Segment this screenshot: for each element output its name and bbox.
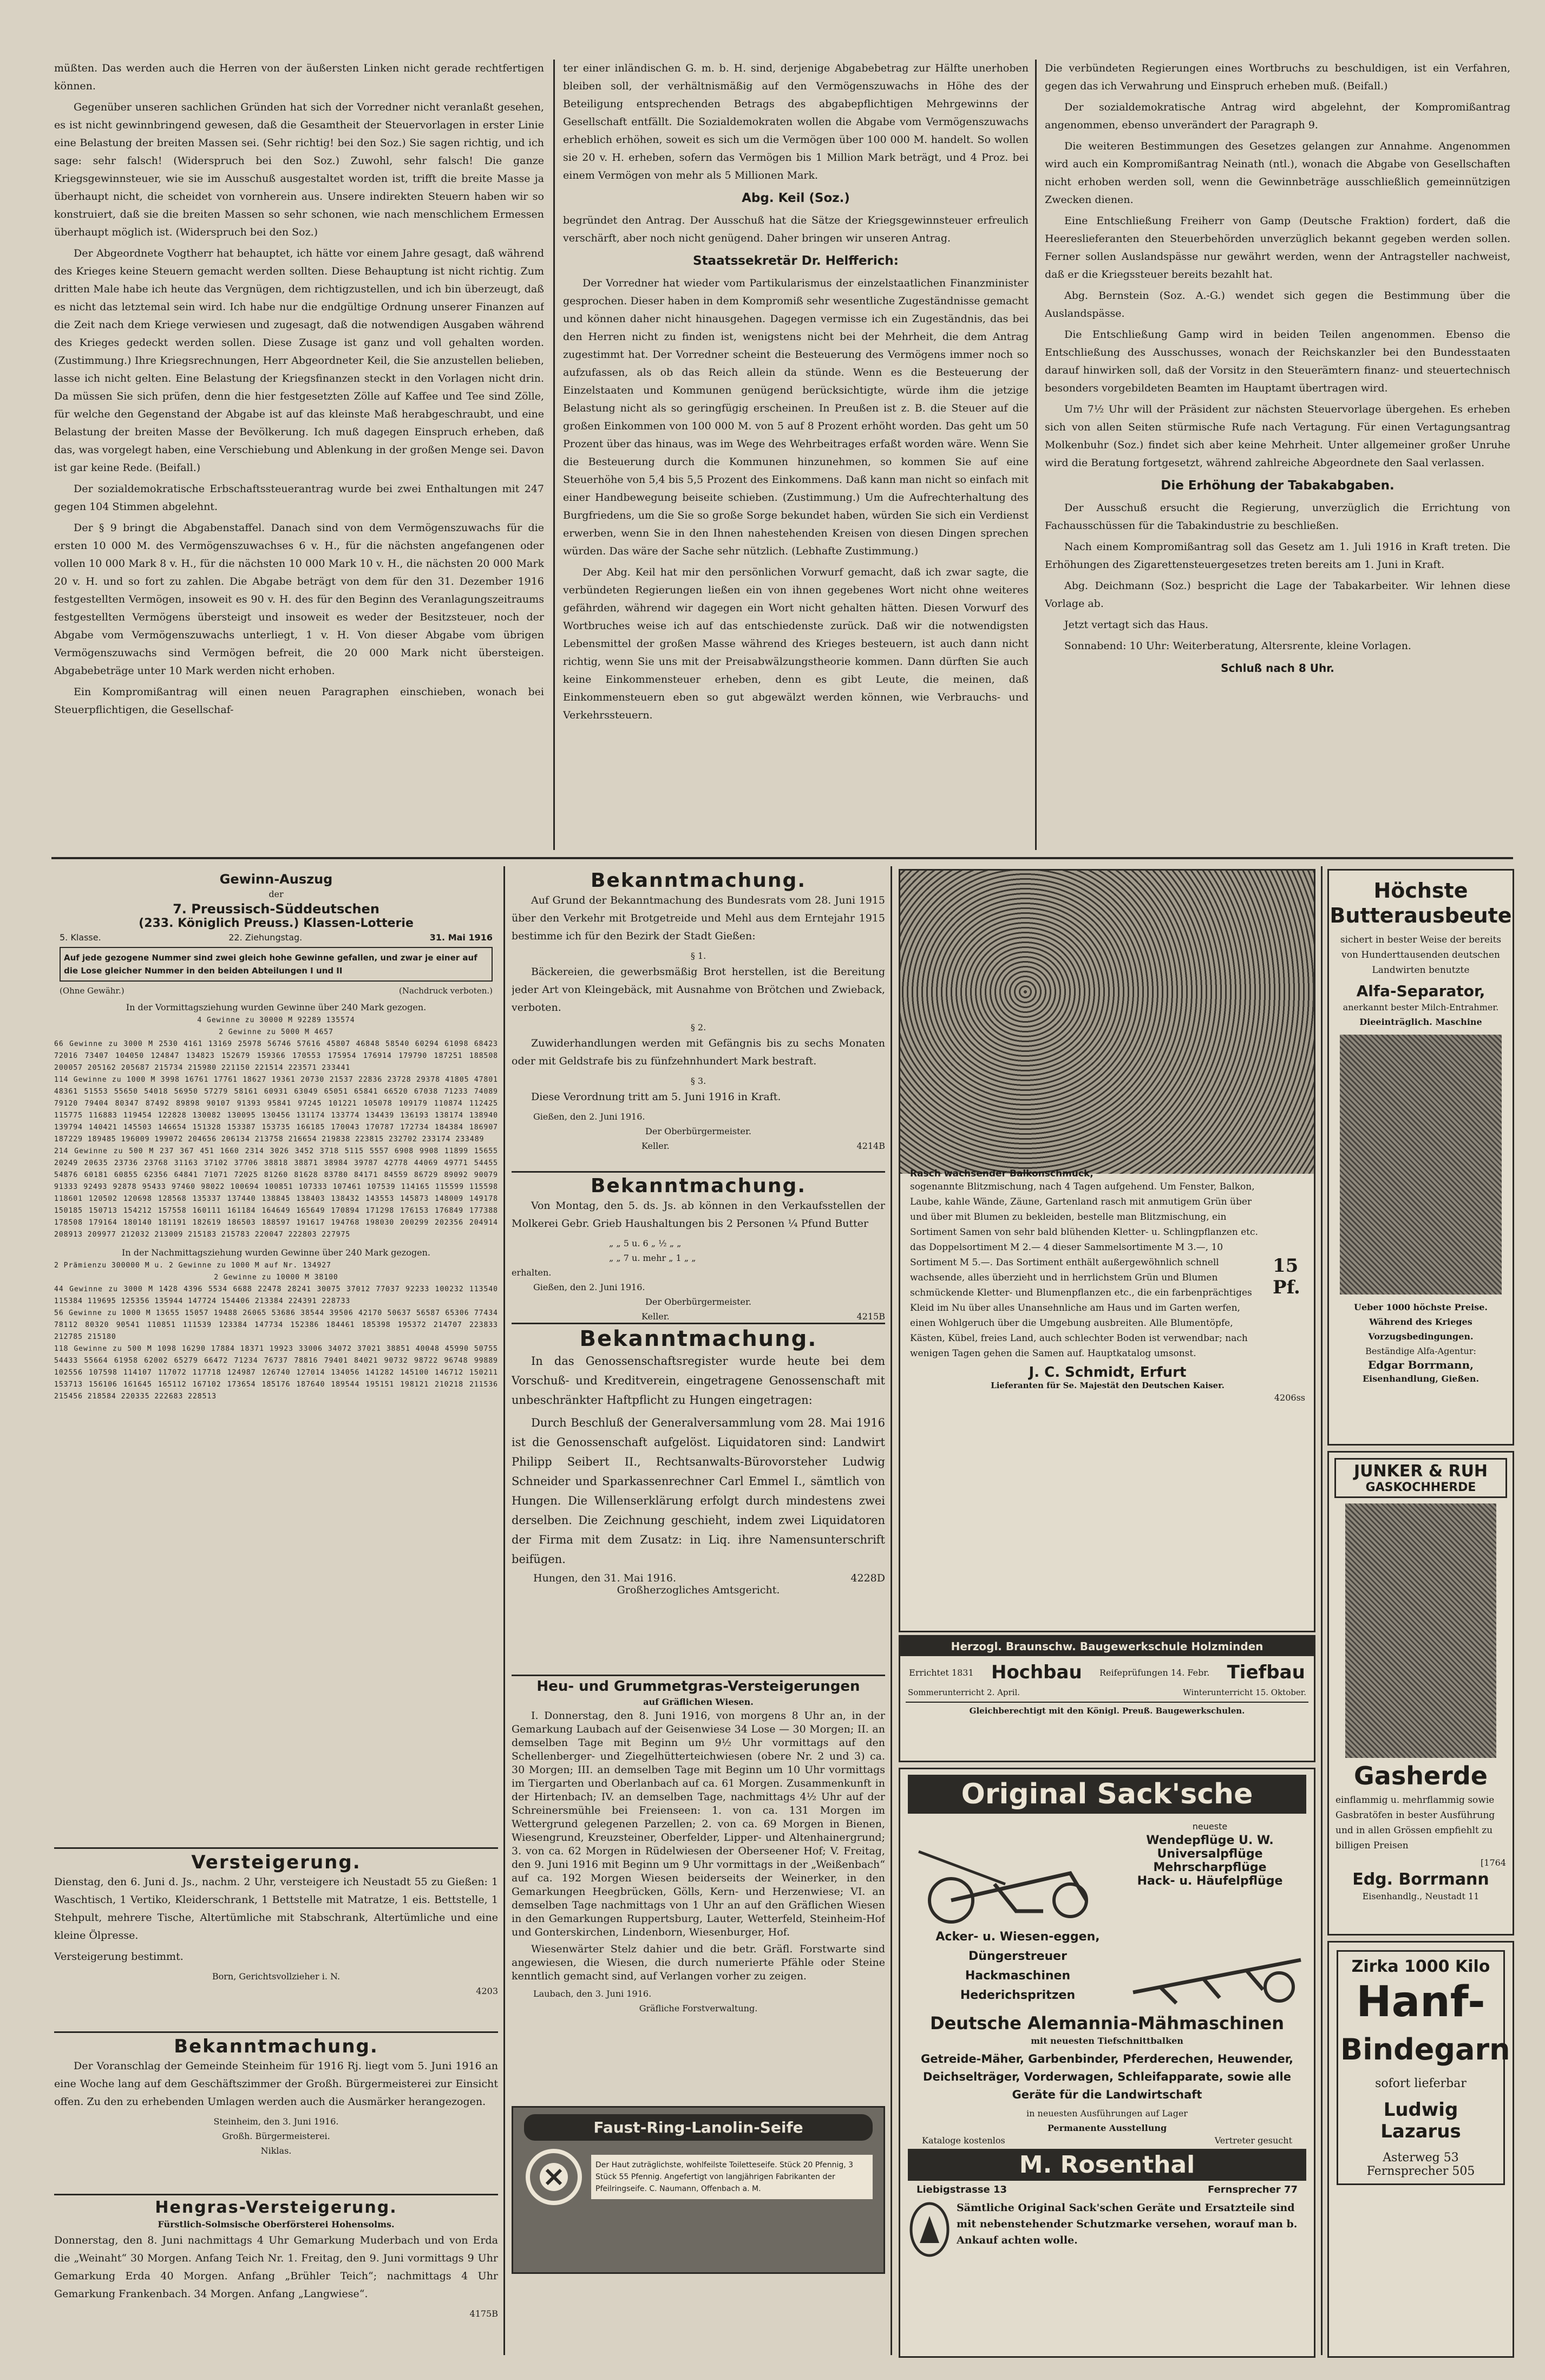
report-paragraph: Die verbündeten Regierungen eines Wortbruchs zu beschuldigen, ist ein Verfahren, gegen das ich Verwahrung und Einspruch erheben muß. (Beifall.): [1045, 62, 1510, 92]
column-divider: [553, 60, 555, 850]
faust-text: Der Haut zuträglichste, wohlfeilste Toiletteseife. Stück 20 Pfennig, 3 Stück 55 Pfennig. Angefertigt von langjährigen Fabrikanten der Pfeilringseife. C. Naumann, Offenbach a. M.: [591, 2155, 873, 2199]
sack-ad: [899, 1768, 1315, 2358]
sack-list: Getreide-Mäher, Garbenbinder, Pferderechen, Heuwender, Deichselträger, Vorderwagen, Schleifapparate, sowie alle Geräte für die Landwirtschaft: [921, 2052, 1293, 2101]
notice-line: erhalten.: [512, 1267, 552, 1278]
notice-place: Steinheim, den 3. Juni 1916.: [213, 2116, 339, 2127]
holzminden-hochbau: Hochbau: [991, 1662, 1082, 1683]
report-paragraph: Der Abgeordnete Vogtherr hat behauptet, ich hätte vor einem Jahre gesagt, daß während des Krieges keine Steuern gemacht werden sollten. Diese Behauptung ist nicht richtig. Zum dritten Male habe ich heute das Vergnügen, dem richtigzustellen, und ich bin überzeugt, daß es nicht das letztemal sein wird. Ich habe nur die endgültige Ordnung unserer Finanzen auf die Zeit nach dem Kriege verwiesen und zugesagt, daß die notwendigen Ausgaben während des Krieges gedeckt werden sollen. Diese Zusage ist ganz und voll gehalten worden. (Zustimmung.) Ihre Kriegsrechnungen, Herr Abgeordneter Keil, die Sie anzustellen belieben, lasse ich nicht gelten. Eine Belastung der Kriegsfinanzen steckt in den Vorlagen nicht drin. Da müssen Sie sich prüfen, denn die hier festgesetzten Zölle auf Kaffee und Tee sind Zölle, für welche den Gegenstand der Abgabe ist auf das kleinste Maß herabgeschraubt, und eine Belastung der breiten Masse der Bevölkerung. Ich muß dagegen Einspruch erheben, daß das, was vorgelegt haben, eine Verschiebung und Ablenkung in der großen Menge sei. Davon ist gar keine Rede. (Beifall.): [54, 247, 544, 474]
hanf-addr: Asterweg 53: [1383, 2151, 1459, 2165]
notice-divider: [54, 1847, 498, 1849]
butter-name: Alfa-Separator,: [1356, 982, 1485, 1000]
lottery-day: 22. Ziehungstag.: [228, 932, 303, 943]
notice-signature: Gräfliche Forstverwaltung.: [639, 2003, 758, 2013]
lottery-class: 5. Klasse.: [60, 932, 101, 943]
notice-body: Donnerstag, den 8. Juni nachmittags 4 Uhr Gemarkung Muderbach und von Erda die „Weinaht“ 30 Morgen. Anfang Teich Nr. 1. Freitag, den 9. Juni vormittags 9 Uhr Gemarkung Erda 40 Morgen. Anfang „Brühler Teich“; nachmittags 4 Uhr Gemarkung Frankenbach. 34 Morgen. Anfang „Langwiese“.: [54, 2234, 498, 2300]
report-paragraph: Der Abg. Keil hat mir den persönlichen Vorwurf gemacht, daß ich zwar sagte, die verbündeten Regierungen ließen ein von ihnen gegebenes Wort nicht ohne weiteres gefährden, während wir dagegen ein Wort nicht gehalten hätten. Diesen Vorwurf des Wortbruches weise ich auf das entschiedenste zurück. Daß wir die notwendigsten Lebensmittel der großen Masse während des Krieges besteuern, ist auch dann nicht richtig, wenn Sie uns mit der Preisabwälzungstheorie kommen. Dann dürften Sie auch keine Einkommensteuer erheben, denn es gibt Leute, die meinen, daß Einkommensteuern eben so gut abgewälzt werden können, wie Verbrauchs- und Verkehrssteuern.: [563, 566, 1029, 721]
holzminden-title: Herzogl. Braunschw. Baugewerkschule Holzminden: [900, 1637, 1314, 1656]
notice-number: 4175B: [469, 2309, 498, 2319]
sack-alemannia: Deutsche Alemannia-Mähmaschinen: [930, 2013, 1284, 2034]
notice-body: Dienstag, den 6. Juni d. Js., nachm. 2 Uhr, versteigere ich Neustadt 55 zu Gießen: 1 Waschtisch, 1 Vertiko, Kleiderschrank, 1 Bettstelle mit Matratze, 1 eis. Bettstelle, 1 Stehpult, mehrere Tische, Altertümliche mit Stabschrank, Altertümliche und eine kleine Ölpresse.: [54, 1876, 498, 1941]
notice-body: In das Genossenschaftsregister wurde heute bei dem Vorschuß- und Kreditverein, eingetragene Genossenschaft mit unbeschränkter Haftpflicht zu Hungen eingetragen:: [512, 1355, 885, 1407]
seeds-ad: [899, 869, 1315, 1632]
notice-title: Bekanntmachung.: [174, 2036, 378, 2057]
sack-firm: M. Rosenthal: [908, 2149, 1306, 2181]
harrow-illustration-icon: [1128, 1927, 1306, 2009]
report-column-1: [54, 60, 544, 853]
versteigerung-notice: [54, 1852, 498, 2030]
lottery-nachmittag: In der Nachmittagsziehung wurden Gewinne über 240 Mark gezogen.: [122, 1247, 430, 1258]
closing-line: Schluß nach 8 Uhr.: [1221, 662, 1334, 675]
notice-line: „ „ 5 u. 6 „ ½ „ „: [609, 1238, 682, 1248]
sack-neueste: neueste: [1192, 1821, 1228, 1832]
notice-body: Wiesenwärter Stelz dahier und die betr. Gräfl. Forstwarte sind angewiesen, die Wiesen, die durch numerierte Pfähle oder Steine kenntlich gemacht sind, auf Verlangen vorher zu zeigen.: [512, 1943, 885, 1982]
notice-signature: Born, Gerichtsvollzieher i. N.: [212, 1971, 341, 1982]
sack-tel: Fernsprecher 77: [1207, 2184, 1298, 2195]
notice-number: 4228D: [850, 1572, 885, 1584]
notice-signature: Großherzogliches Amtsgericht.: [617, 1584, 780, 1596]
notice-body: Diese Verordnung tritt am 5. Juni 1916 in Kraft.: [531, 1091, 781, 1103]
section-divider: [51, 857, 1513, 859]
notice-paragraph-number: § 1.: [690, 951, 706, 961]
notice-paragraph-number: § 3.: [690, 1076, 706, 1086]
notice-number: 4215B: [856, 1311, 885, 1321]
sack-title: Original Sack'sche: [908, 1775, 1306, 1814]
report-paragraph: Sonnabend: 10 Uhr: Weiterberatung, Altersrente, kleine Vorlagen.: [1064, 640, 1411, 652]
report-paragraph: Um 7½ Uhr will der Präsident zur nächsten Steuervorlage übergehen. Es erheben sich von allen Seiten stürmische Rufe nach Vertagung. Für einen Vertagungsantrag Molkenbuhr (Soz.) findet sich aber keine Mehrheit. Unter allgemeiner großer Unruhe wird die Beratung fortgesetzt, während zahlreiche Abgeordnete den Saal verlassen.: [1045, 403, 1510, 469]
bek-butter-notice: [512, 1175, 885, 1321]
junker-firm: Edg. Borrmann: [1352, 1870, 1489, 1889]
lottery-result: 214 Gewinne zu 500 M 237 367 451 1660 2314 3026 3452 3718 5115 5557 6908 9908 11899 15655 20249 20635 23736 23768 31163 37102 37706 38818 38871 38984 39787 42778 44069 49771 54455 54876 60181 60855 62356 64841 71071 72025 81260 81628 83780 84171 84559 86729 89092 90079 91333 92493 92878 95433 97460 98022 100694 100851 107333 107461 107539 114165 115599 115598 118601 120502 120698 128568 135337 137440 138845 138403 138432 143553 145873 148009 149178 150185 150713 154212 157558 160111 161184 164649 165649 170894 171298 176153 176849 177388 178508 179164 180140 181191 182619 186503 188597 191617 194768 198030 200299 202356 204914 208913 209977 212032 213009 215183 215783 220047 222803 227975: [54, 1147, 498, 1239]
notice-name: Niklas.: [260, 2146, 292, 2156]
hanf-binde: Bindegarn: [1340, 2032, 1510, 2067]
lottery-result: 2 Prämienzu 300000 M u. 2 Gewinne zu 1000 M auf Nr. 134927: [54, 1261, 331, 1270]
lottery-line2: (233. Königlich Preuss.) Klassen-Lotterie: [139, 917, 414, 930]
report-paragraph: Abg. Deichmann (Soz.) bespricht die Lage der Tabakarbeiter. Wir lehnen diese Vorlage ab.: [1045, 580, 1510, 610]
notice-body: Auf Grund der Bekanntmachung des Bundesrats vom 28. Juni 1915 über den Verkehr mit Brotgetreide und Mehl aus dem Erntejahr 1915 bestimme ich für den Bezirk der Stadt Gießen:: [512, 894, 885, 942]
notice-body: Durch Beschluß der Generalversammlung vom 28. Mai 1916 ist die Genossenschaft aufgelöst. Liquidatoren sind: Landwirt Philipp Seibert II., Rechtsanwalts-Bürovorsteher Ludwig Schneider und Sparkassenrechner Carl Emmel I., sämtlich von Hungen. Die Willenserklärung erfolgt durch mindestens zwei derselben. Die Zeichnung geschieht, indem zwei Liquidatoren der Firma mit dem Zusatz: in Liq. ihre Namensunterschrift beifügen.: [512, 1416, 885, 1566]
notice-body: Von Montag, den 5. ds. Js. ab können in den Verkaufsstellen der Molkerei Gebr. Grieb Haushaltungen bis 2 Personen ¼ Pfund Butter: [512, 1200, 885, 1230]
report-paragraph: Die weiteren Bestimmungen des Gesetzes gelangen zur Annahme. Angenommen wird auch ein Kompromißantrag Neinath (ntl.), wonach die Abgabe von Gesellschaften nicht erhoben werden soll, wenn die Gewinnbeträge ausschließlich gemeinnützigen Zwecken dienen.: [1045, 140, 1510, 206]
notice-name: Keller.: [641, 1311, 670, 1321]
section-heading: Die Erhöhung der Tabakabgaben.: [1161, 479, 1395, 493]
junker-gas: Gasherde: [1354, 1761, 1488, 1790]
seeds-number: 4206ss: [1274, 1392, 1305, 1403]
lottery-date: 31. Mai 1916: [429, 932, 493, 943]
junker-title: JUNKER & RUH: [1353, 1462, 1488, 1481]
report-paragraph: Ein Kompromißantrag will einen neuen Paragraphen einschieben, wonach bei Steuerpflichtigen, die Gesellschaf-: [54, 686, 544, 716]
report-column-2: [563, 60, 1029, 853]
gas-stove-cook-illustration-icon: [1345, 1503, 1496, 1758]
separator-illustration-icon: [1340, 1035, 1502, 1294]
trademark-emblem-icon: [908, 2200, 951, 2259]
notice-footer: [512, 1139, 885, 1153]
butter-ad: [1327, 869, 1514, 1446]
report-column-3: [1045, 60, 1510, 853]
report-paragraph: Eine Entschließung Freiherr von Gamp (Deutsche Fraktion) fordert, daß die Heereslieferanten den Steuerbehörden unverzüglich bekannt gegeben werden sollen. Ferner sollen Auslandspässe nur gewährt werden, wenn der Antragsteller nachweist, daß er die Kriegssteuer bereits bezahlt hat.: [1045, 215, 1510, 280]
notice-title: Hengras-Versteigerung.: [155, 2198, 397, 2217]
notice-line: „ „ 7 u. mehr „ 1 „ „: [609, 1253, 696, 1263]
hanf-firm: Ludwig Lazarus: [1380, 2099, 1461, 2142]
lottery-title: Gewinn-Auszug: [219, 872, 333, 887]
junker-addr: Eisenhandlg., Neustadt 11: [1362, 1891, 1479, 1901]
notice-body: Bäckereien, die gewerbsmäßig Brot herstellen, ist die Bereitung jeder Art von Kleingebäck, mit Ausnahme von Brötchen und Zwieback, verboten.: [512, 966, 885, 1014]
report-paragraph: Der Ausschuß ersucht die Regierung, unverzüglich die Errichtung von Fachausschüssen für die Tabakindustrie zu beschließen.: [1045, 502, 1510, 532]
hengras-notice: [54, 2198, 498, 2355]
heu-notice: [512, 1678, 885, 2101]
notice-title: Heu- und Grummetgras-Versteigerungen: [536, 1678, 860, 1695]
notice-signature: Großh. Bürgermeisterei.: [222, 2131, 330, 2141]
speaker-heading: Staatssekretär Dr. Helfferich:: [693, 254, 899, 268]
hanf-sofort: sofort lieferbar: [1375, 2077, 1467, 2090]
sack-line: Hack- u. Häufelpflüge: [1137, 1874, 1283, 1888]
notice-title: Bekanntmachung.: [590, 869, 807, 892]
junker-number: [1764: [1481, 1858, 1506, 1868]
lottery-notice: Auf jede gezogene Nummer sind zwei gleich hohe Gewinne gefallen, und zwar je einer auf die Lose gleicher Nummer in den beiden Abteilungen I und II: [60, 947, 493, 982]
notice-subtitle: Fürstlich-Solmsische Oberförsterei Hohensolms.: [158, 2219, 395, 2229]
butter-agent: Beständige Alfa-Agentur:: [1365, 1346, 1476, 1356]
report-paragraph: begründet den Antrag. Der Ausschuß hat die Sätze der Kriegsgewinnsteuer erfreulich verschärft, aber noch nicht genügend. Daher bringen wir unseren Antrag.: [563, 214, 1029, 244]
notice-body: Der Voranschlag der Gemeinde Steinheim für 1916 Rj. liegt vom 5. Juni 1916 an eine Woche lang auf dem Geschäftszimmer der Großh. Bürgermeisterei zur Einsicht offen. Zu den zu erhebenden Umlagen werden auch die Ausmärker herangezogen.: [54, 2060, 498, 2108]
notice-paragraph-number: § 2.: [690, 1022, 706, 1032]
hanf-tel: Fernsprecher 505: [1366, 2165, 1475, 2178]
bek-genossenschaft-notice: [512, 1326, 885, 1673]
notice-divider: [512, 1323, 885, 1324]
notice-title: Bekanntmachung.: [579, 1326, 817, 1351]
report-paragraph: müßten. Das werden auch die Herren von der äußersten Linken nicht gerade rechtfertigen können.: [54, 62, 544, 92]
lottery-result: 44 Gewinne zu 3000 M 1428 4396 5534 6688 22478 28241 30075 37012 77037 92233 100232 113540 115384 119695 125356 135944 147724 154406 213384 224391 228733: [54, 1285, 498, 1305]
report-paragraph: Der sozialdemokratische Antrag wird abgelehnt, der Kompromißantrag angenommen, ebenso unverändert der Paragraph 9.: [1045, 101, 1510, 131]
notice-number: 4203: [476, 1986, 498, 1996]
sack-addr: Liebigstrasse 13: [916, 2184, 1007, 2195]
notice-body: Versteigerung bestimmt.: [54, 1951, 184, 1963]
column-divider: [1035, 60, 1037, 850]
holzminden-ad: [899, 1635, 1315, 1762]
sack-line: Universalpflüge: [1157, 1847, 1263, 1861]
hanf-ad: [1327, 1941, 1514, 2358]
notice-divider: [54, 2031, 498, 2033]
holzminden-tiefbau: Tiefbau: [1227, 1662, 1305, 1683]
seeds-price: 15 Pf.: [1273, 1255, 1300, 1298]
sack-hed: Hederichspritzen: [960, 1989, 1076, 2002]
lottery-result: 4 Gewinne zu 30000 M 92289 135574: [197, 1016, 355, 1024]
junker-text: einflammig u. mehrflammig sowie Gasbratöfen in bester Ausführung und in allen Grössen empfiehlt zu billigen Preisen: [1335, 1795, 1495, 1851]
plough-illustration-icon: [908, 1819, 1114, 1927]
sack-perm: Permanente Ausstellung: [1047, 2123, 1167, 2133]
lottery-result: 56 Gewinne zu 1000 M 13655 15057 19488 26065 53686 38544 39506 42170 50637 56587 65306 77434 78112 80320 90541 110851 111539 123384 147734 152386 184461 185398 195372 214707 223833 212785 215180: [54, 1309, 498, 1341]
report-paragraph: Der sozialdemokratische Erbschaftssteuerantrag wurde bei zwei Enthaltungen mit 247 gegen 104 Stimmen abgelehnt.: [54, 483, 544, 513]
holzminden-founded: Errichtet 1831: [909, 1667, 974, 1678]
notice-body: Zuwiderhandlungen werden mit Gefängnis bis zu sechs Monaten oder mit Geldstrafe bis zu fünfzehnhundert Mark bestraft.: [512, 1037, 885, 1067]
report-paragraph: Der Vorredner hat wieder vom Partikularismus der einzelstaatlichen Finanzminister gesprochen. Dieser haben in dem Kompromiß sehr wesentliche Zugeständnisse gemacht und können daher nicht hinausgehen. Dagegen vermisse ich ein Zugeständnis, das bei den Herren nicht zu finden ist, wenigstens nicht bei der Mehrheit, die dem Antrag zugestimmt hat. Der Vorredner scheint die Besteuerung des Vermögens immer noch so aufzufassen, als ob das Reich allein da stünde. Wenn es die Besteuerung der Einzelstaaten und Kommunen genügend berücksichtigte, würde ihm die jetzige Belastung nicht als so geringfügig erscheinen. In Preußen ist z. B. die Steuer auf die großen Einkommen von 100 000 M. von 5 auf 8 Prozent erhöht worden. Das geht um 50 Prozent über das hinaus, was im Wege des Wehrbeitrages erfaßt worden wäre. Wenn Sie die Besteuerung durch die Kommunen hinzunehmen, so kommen Sie auf eine Steuerhöhe von 5,4 bis 5,5 Prozent des Einkommens. Daß kann man nicht so einfach mit einer Handbewegung beiseite schieben. (Zustimmung.) Um die Aufrechterhaltung des Burgfriedens, um die Sie so große Sorge bekundet haben, würden Sie sich ein Verdienst erwerben, wenn Sie in den Ihnen nahestehenden Kreisen von diesen Dingen sprechen würden. Das wäre der Sache sehr nützlich. (Lebhafte Zustimmung.): [563, 277, 1029, 557]
notice-place: Laubach, den 3. Juni 1916.: [533, 1989, 652, 1999]
sack-vert: Vertreter gesucht: [1214, 2135, 1292, 2146]
sack-aus: in neuesten Ausführungen auf Lager: [1026, 2108, 1188, 2119]
sack-kat: Kataloge kostenlos: [922, 2135, 1005, 2146]
notice-title: Versteigerung.: [191, 1852, 361, 1873]
seeds-headline: Rasch wachsender Balkonschmuck,: [910, 1168, 1094, 1179]
holzminden-sommer: Sommerunterricht 2. April.: [908, 1688, 1020, 1697]
faust-title: Faust-Ring-Lanolin-Seife: [524, 2114, 873, 2141]
flower-illustration-icon: [900, 871, 1315, 1174]
lottery-vormittag: In der Vormittagsziehung wurden Gewinne über 240 Mark gezogen.: [126, 1002, 427, 1012]
seeds-sub: Lieferanten für Se. Majestät den Deutschen Kaiser.: [991, 1381, 1225, 1390]
notice-title: Bekanntmachung.: [590, 1175, 807, 1197]
notice-footer: [512, 1572, 885, 1584]
holzminden-reife: Reifeprüfungen 14. Febr.: [1099, 1667, 1210, 1678]
hanf-zirka: Zirka 1000 Kilo: [1351, 1957, 1490, 1976]
report-paragraph: Jetzt vertagt sich das Haus.: [1064, 619, 1208, 631]
lottery-ohne: (Ohne Gewähr.): [60, 986, 125, 996]
report-paragraph: Der § 9 bringt die Abgabenstaffel. Danach sind von dem Vermögenszuwachs für die ersten 10 000 M. des Vermögenszuwachses 6 v. H., für die nächsten angefangenen oder vollen 10 000 Mark 8 v. H., für die nächsten 10 000 Mark 10 v. H., die nächsten 20 000 Mark 20 v. H. und so fort zu zahlen. Die Abgabe beträgt von dem für den 31. Dezember 1916 festgestellten Vermögen, insoweit es 90 v. H. des für den Beginn des Veranlagungszeitraums festgestellten Vermögens übersteigt und insoweit es weder der Besitzsteuer, noch der Abgabe vom Vermögenszuwachs unterliegt, 1 v. H. Von dieser Abgabe vom übrigen Vermögenszuwachs sind Vermögen befreit, die 20 000 Mark nicht übersteigen. Abgabebeträge unter 10 Mark werden nicht erhoben.: [54, 522, 544, 677]
notice-name: Keller.: [641, 1141, 670, 1151]
steinheim-notice: [54, 2036, 498, 2193]
lottery-line1: 7. Preussisch-Süddeutschen: [173, 901, 379, 917]
faust-ad: [512, 2106, 885, 2274]
junker-ad: [1327, 1451, 1514, 1936]
report-paragraph: Abg. Bernstein (Soz. A.-G.) wendet sich gegen die Bestimmung über die Auslandspässe.: [1045, 290, 1510, 319]
butter-title: Höchste Butterausbeute: [1330, 879, 1512, 927]
butter-sub: anerkannt bester Milch-Entrahmer.: [1343, 1002, 1499, 1012]
holzminden-winter: Winterunterricht 15. Oktober.: [1183, 1688, 1306, 1697]
speaker-heading: Abg. Keil (Soz.): [742, 191, 850, 205]
notice-place: Hungen, den 31. Mai 1916.: [533, 1572, 676, 1584]
sack-tief: mit neuesten Tiefschnittbalken: [1031, 2036, 1183, 2046]
butter-text: sichert in bester Weise der bereits von Hunderttausenden deutschen Landwirten benutzte: [1340, 934, 1502, 976]
notice-divider: [512, 1675, 885, 1676]
report-paragraph: Die Entschließung Gamp wird in beiden Teilen angenommen. Ebenso die Entschließung des Ausschusses, wonach der Reichskanzler bei den Bundesstaaten darauf hinwirken soll, daß der Vorsitz in den Steuerämtern finanz- und steuertechnisch besonders vorgebildeten Beamten im Hauptamt übertragen wird.: [1045, 329, 1510, 394]
sack-dung: Düngerstreuer: [968, 1950, 1067, 1963]
butter-foot: Ueber 1000 höchste Preise. Während des Krieges Vorzugsbedingungen.: [1354, 1302, 1488, 1342]
notice-place: Gießen, den 2. Juni 1916.: [533, 1111, 645, 1122]
lottery-meta: [60, 932, 493, 943]
notice-number: 4214B: [856, 1141, 885, 1151]
notice-signature: Der Oberbürgermeister.: [645, 1297, 751, 1307]
seeds-firm: J. C. Schmidt, Erfurt: [1029, 1364, 1187, 1381]
notice-signature: Der Oberbürgermeister.: [645, 1126, 751, 1136]
notice-footer: [512, 1309, 885, 1321]
lottery-der: der: [269, 889, 284, 899]
notice-divider: [512, 1171, 885, 1173]
junker-sub: GASKOCHHERDE: [1365, 1481, 1476, 1494]
lottery-result: 114 Gewinne zu 1000 M 3998 16761 17761 18627 19361 20730 21537 22836 23728 29378 41805 47801 48361 51553 55650 54018 56950 57279 58161 60931 63049 65051 65841 66520 67038 71233 74089 79120 79404 80347 87492 89898 90107 91393 95841 97245 101221 105078 109179 110874 112425 115775 116883 119454 122828 130082 130095 130456 131174 133774 134439 136193 138174 138940 139794 140421 145503 146654 151328 153387 153735 166185 170043 170787 172734 184384 186907 187229 189485 196009 199072 204656 206134 213758 216654 219838 223815 232702 233174 233489: [54, 1076, 498, 1143]
hanf-word: Hanf-: [1356, 1978, 1485, 2026]
notice-subtitle: auf Gräflichen Wiesen.: [643, 1697, 754, 1707]
bek-brot-notice: [512, 866, 885, 1169]
butter-daily: Dieeinträglich. Maschine: [1359, 1017, 1482, 1027]
lottery-result: 2 Gewinne zu 5000 M 4657: [219, 1028, 333, 1036]
lottery-disclaimers: [60, 986, 493, 996]
column-divider: [891, 866, 892, 2355]
sack-line: Wendepflüge U. W.: [1146, 1834, 1274, 1847]
sack-eggen: Acker- u. Wiesen-eggen,: [935, 1930, 1100, 1944]
report-paragraph: Gegenüber unseren sachlichen Gründen hat sich der Vorredner nicht veranlaßt gesehen, es ist nicht gewinnbringend gewesen, daß die Gesamtheit der Steuervorlagen in erster Linie eine Belastung der breiten Massen sei. (Sehr richtig! bei den Soz.) Sie sagen richtig, und ich sage: sehr falsch! (Widerspruch bei den Soz.) Zuwohl, sehr falsch! Die ganze Kriegsgewinnsteuer, wie sie im Ausschuß ausgestaltet worden ist, trifft die breite Masse ja überhaupt nicht, die scheidet von vornherein aus. Unsere indirekten Steuern haben wir so konstruiert, daß sie die breiten Massen so sehr schonen, wie nach menschlichem Ermessen überhaupt möglich ist. (Widerspruch bei den Soz.): [54, 101, 544, 238]
lottery-result: 118 Gewinne zu 500 M 1098 16290 17884 18371 19923 33006 34072 37021 38851 40048 45990 50755 54433 55664 61958 62002 65279 66472 71234 76737 78816 79401 84021 90732 98722 96748 99889 102556 107598 114107 117072 117718 124987 126740 127014 134056 141282 145100 146712 150211 153713 156106 161645 165112 167102 173654 185176 187640 189544 195151 198121 210218 211536 215456 218584 220335 222683 228513: [54, 1345, 498, 1401]
butter-firm: Edgar Borrmann,: [1367, 1358, 1474, 1371]
lottery-nachdruck: (Nachdruck verboten.): [398, 986, 493, 996]
column-divider: [1321, 866, 1323, 2355]
sack-line: Mehrscharpflüge: [1153, 1861, 1267, 1874]
sack-foot: Sämtliche Original Sack'schen Geräte und Ersatzteile sind mit nebenstehender Schutzmarke versehen, worauf man b. Ankauf achten wolle.: [957, 2202, 1298, 2246]
lottery-result: 2 Gewinne zu 10000 M 38100: [214, 1273, 338, 1281]
notice-place: Gießen, den 2. Juni 1916.: [533, 1282, 645, 1292]
holzminden-foot: Gleichberechtigt mit den Königl. Preuß. Baugewerkschulen.: [906, 1702, 1308, 1716]
report-paragraph: ter einer inländischen G. m. b. H. sind, derjenige Abgabebetrag zur Hälfte unerhoben bleiben soll, der verhältnismäßig auf den Vermögenszuwachs in Höhe des der Beteiligung entsprechenden Betrags des abgabepflichtigen Mehrgewinns der Gesellschaft entfällt. Die Sozialdemokraten wollen die Abgabe vom Vermögenszuwachs erheblich erhöhen, soweit es sich um die Vermögen über 100 000 M. handelt. So wollen sie 20 v. H. erheben, sofern das Vermögen bis 1 Million Mark beträgt, und 4 Proz. bei einem Vermögen von mehr als 5 Millionen Mark.: [563, 62, 1029, 181]
notice-body: I. Donnerstag, den 8. Juni 1916, von morgens 8 Uhr an, in der Gemarkung Laubach auf der Geisenwiese 34 Lose — 30 Morgen; II. an demselben Tage mit Beginn um 9½ Uhr vormittags auf den Schellenberger- und Ziegelhütterteichwiesen (obere Nr. 2 und 3) ca. 30 Morgen; III. an demselben Tage mit Beginn um 10 Uhr vormittags im Tiergarten und Oberlanbach auf ca. 61 Morgen. Zusammenkunft in der Hirtenbach; IV. an demselben Tage, nachmittags 4½ Uhr auf der Schreinersmühle bei Freienseen: 1. von ca. 131 Morgen im Wettergrund gelegenen Parzellen; 2. von ca. 69 Morgen in Bienen, Wiesengrund, Kreuzsteiner, Oberfelder, Lipper- und Altenhainergrund; 3. von ca. 62 Morgen in Rüdelwiesen der Oberseener Hof; V. Freitag, den 9. Juni 1916 mit Beginn um 9 Uhr vormittags in der „Weißenbach“ auf ca. 192 Morgen Wiesen beiderseits der Weinerker, in den Gemarkungen Heegbrücken, Gölls, Kern- und Herzenwiese; VI. an demselben Tage nachmittags von 1 Uhr an auf den Gräflichen Wiesen in den Gemarkungen Ruppertsburg, Lauter, Wetterfeld, Steinheim-Hof und Gonterskirchen, Lindenborn, Wiesenburger, Hof.: [512, 1710, 885, 1938]
seeds-text: sogenannte Blitzmischung, nach 4 Tagen aufgehend. Um Fenster, Balkon, Laube, kahle Wände, Zäune, Gartenland rasch mit anmutigem Grün über und über mit Blumen zu bekleiden, bestelle man Blitzmischung, ein Sortiment Samen von sehr bald blühenden Kletter- u. Schlingpflanzen etc. das Doppelsortiment M 2.— 4 dieser Sammelsortimente M 3.—, 10 Sortiment M 5.—. Das Sortiment enthält außergewöhnlich schnell wachsende, alles überzieht und in herrlichstem Grün und Blumen schmückende Kletter- und Blumenpflanzen etc., die ein farbenprächtiges Kleid im Nu über alles Unansehnliche am Haus und im Garten werfen, einen Wohlgeruch über die Umgebung ausbreiten. Alle Blumentöpfe, Kästen, Kübel, freies Land, auch schlechter Boden ist verwendbar; nach wenigen Tagen gehen die Samen auf. Hauptkatalog umsonst.: [910, 1181, 1258, 1359]
butter-place: Eisenhandlung, Gießen.: [1362, 1374, 1479, 1384]
report-paragraph: Nach einem Kompromißantrag soll das Gesetz am 1. Juli 1916 in Kraft treten. Die Erhöhungen des Zigarettensteuergesetzes treten bereits am 1. Juni in Kraft.: [1045, 541, 1510, 571]
lottery-result: 66 Gewinne zu 3000 M 2530 4161 13169 25978 56746 57616 45807 46848 58540 60294 61098 68423 72016 73407 104050 124847 134823 152679 159366 170553 175954 176914 179790 187251 188508 200057 205162 205687 215734 215980 221150 221514 223571 233441: [54, 1040, 498, 1072]
ring-logo-icon: [524, 2147, 584, 2207]
notice-divider: [54, 2194, 498, 2195]
column-divider: [503, 866, 505, 2355]
sack-hack: Hackmaschinen: [965, 1969, 1071, 1983]
